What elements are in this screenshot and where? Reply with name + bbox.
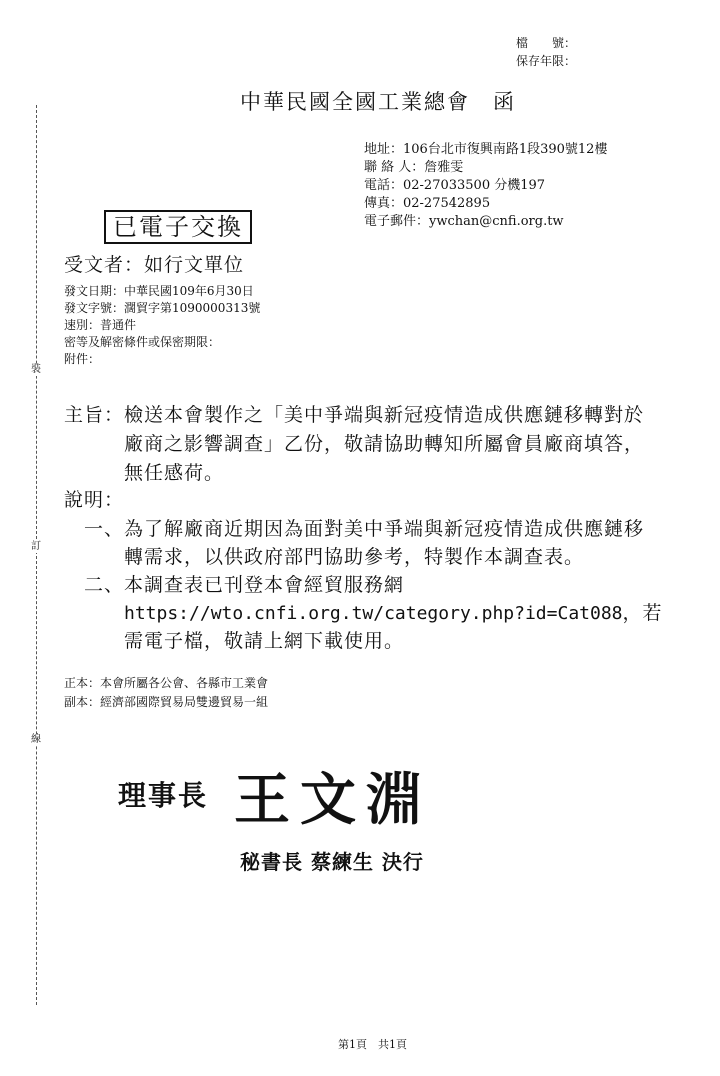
survey-url-line: [124, 598, 663, 625]
contact-person: 聯 絡 人：詹雅雯: [364, 160, 464, 175]
secrecy-level: 密等及解密條件或保密期限：: [64, 335, 221, 349]
page-number: 第1頁 共1頁: [338, 1038, 407, 1051]
issue-date: 發文日期：中華民國109年6月30日: [64, 284, 254, 298]
original-recipients: 正本：本會所屬各公會、各縣市工業會: [64, 676, 269, 690]
binding-mark-zhuang: 裝: [31, 364, 41, 375]
chairman-title: 理事長: [118, 779, 209, 812]
item-line: 需電子檔，敬請上網下載使用。: [124, 630, 405, 652]
file-number-label: 檔 號：: [516, 36, 577, 50]
address: 地址：106台北市復興南路1段390號12樓: [364, 142, 608, 157]
item-line: 轉需求，以供政府部門協助參考，特製作本調查表。: [124, 546, 585, 568]
item-line: 為了解廠商近期因為面對美中爭端與新冠疫情造成供應鏈移: [124, 518, 645, 540]
fax: 傳真：02-27542895: [364, 196, 491, 211]
recipient: 受文者：如行文單位: [64, 254, 245, 276]
item-number: 一、: [84, 518, 125, 540]
phone: 電話：02-27033500 分機197: [364, 178, 546, 193]
org-title: 中華民國全國工業總會 函: [240, 90, 516, 114]
binding-line: [36, 105, 37, 1005]
item-number: 二、: [84, 574, 125, 596]
binding-mark-xian: 線: [31, 734, 41, 745]
retention-period-label: 保存年限：: [516, 54, 577, 68]
url-suffix: ，若: [622, 602, 663, 624]
subject-line: 檢送本會製作之「美中爭端與新冠疫情造成供應鏈移轉對於: [124, 404, 645, 426]
secretary-signoff: 秘書長 蔡練生 決行: [240, 850, 424, 874]
chairman-signature: 王文淵: [234, 767, 432, 833]
document-number: 發文字號：濶貿字第1090000313號: [64, 301, 261, 315]
attachment: 附件：: [64, 352, 101, 366]
explanation-label: 說明：: [64, 489, 125, 511]
electronic-exchange-stamp: 已電子交換: [104, 210, 252, 244]
email: 電子郵件：ywchan@cnfi.org.tw: [364, 214, 564, 229]
survey-url[interactable]: https://wto.cnfi.org.tw/category.php?id=Cat088: [124, 603, 623, 624]
copy-recipients: 副本：經濟部國際貿易局雙邊貿易一組: [64, 695, 269, 709]
item-line: 本調查表已刊登本會經貿服務網: [124, 574, 405, 596]
subject-line: 無任感荷。: [124, 462, 225, 484]
speed-category: 速別：普通件: [64, 318, 137, 332]
binding-mark-ding: 訂: [31, 541, 41, 552]
subject-label: 主旨：: [64, 404, 125, 426]
subject-line: 廠商之影響調查」乙份，敬請協助轉知所屬會員廠商填答，: [124, 433, 645, 455]
